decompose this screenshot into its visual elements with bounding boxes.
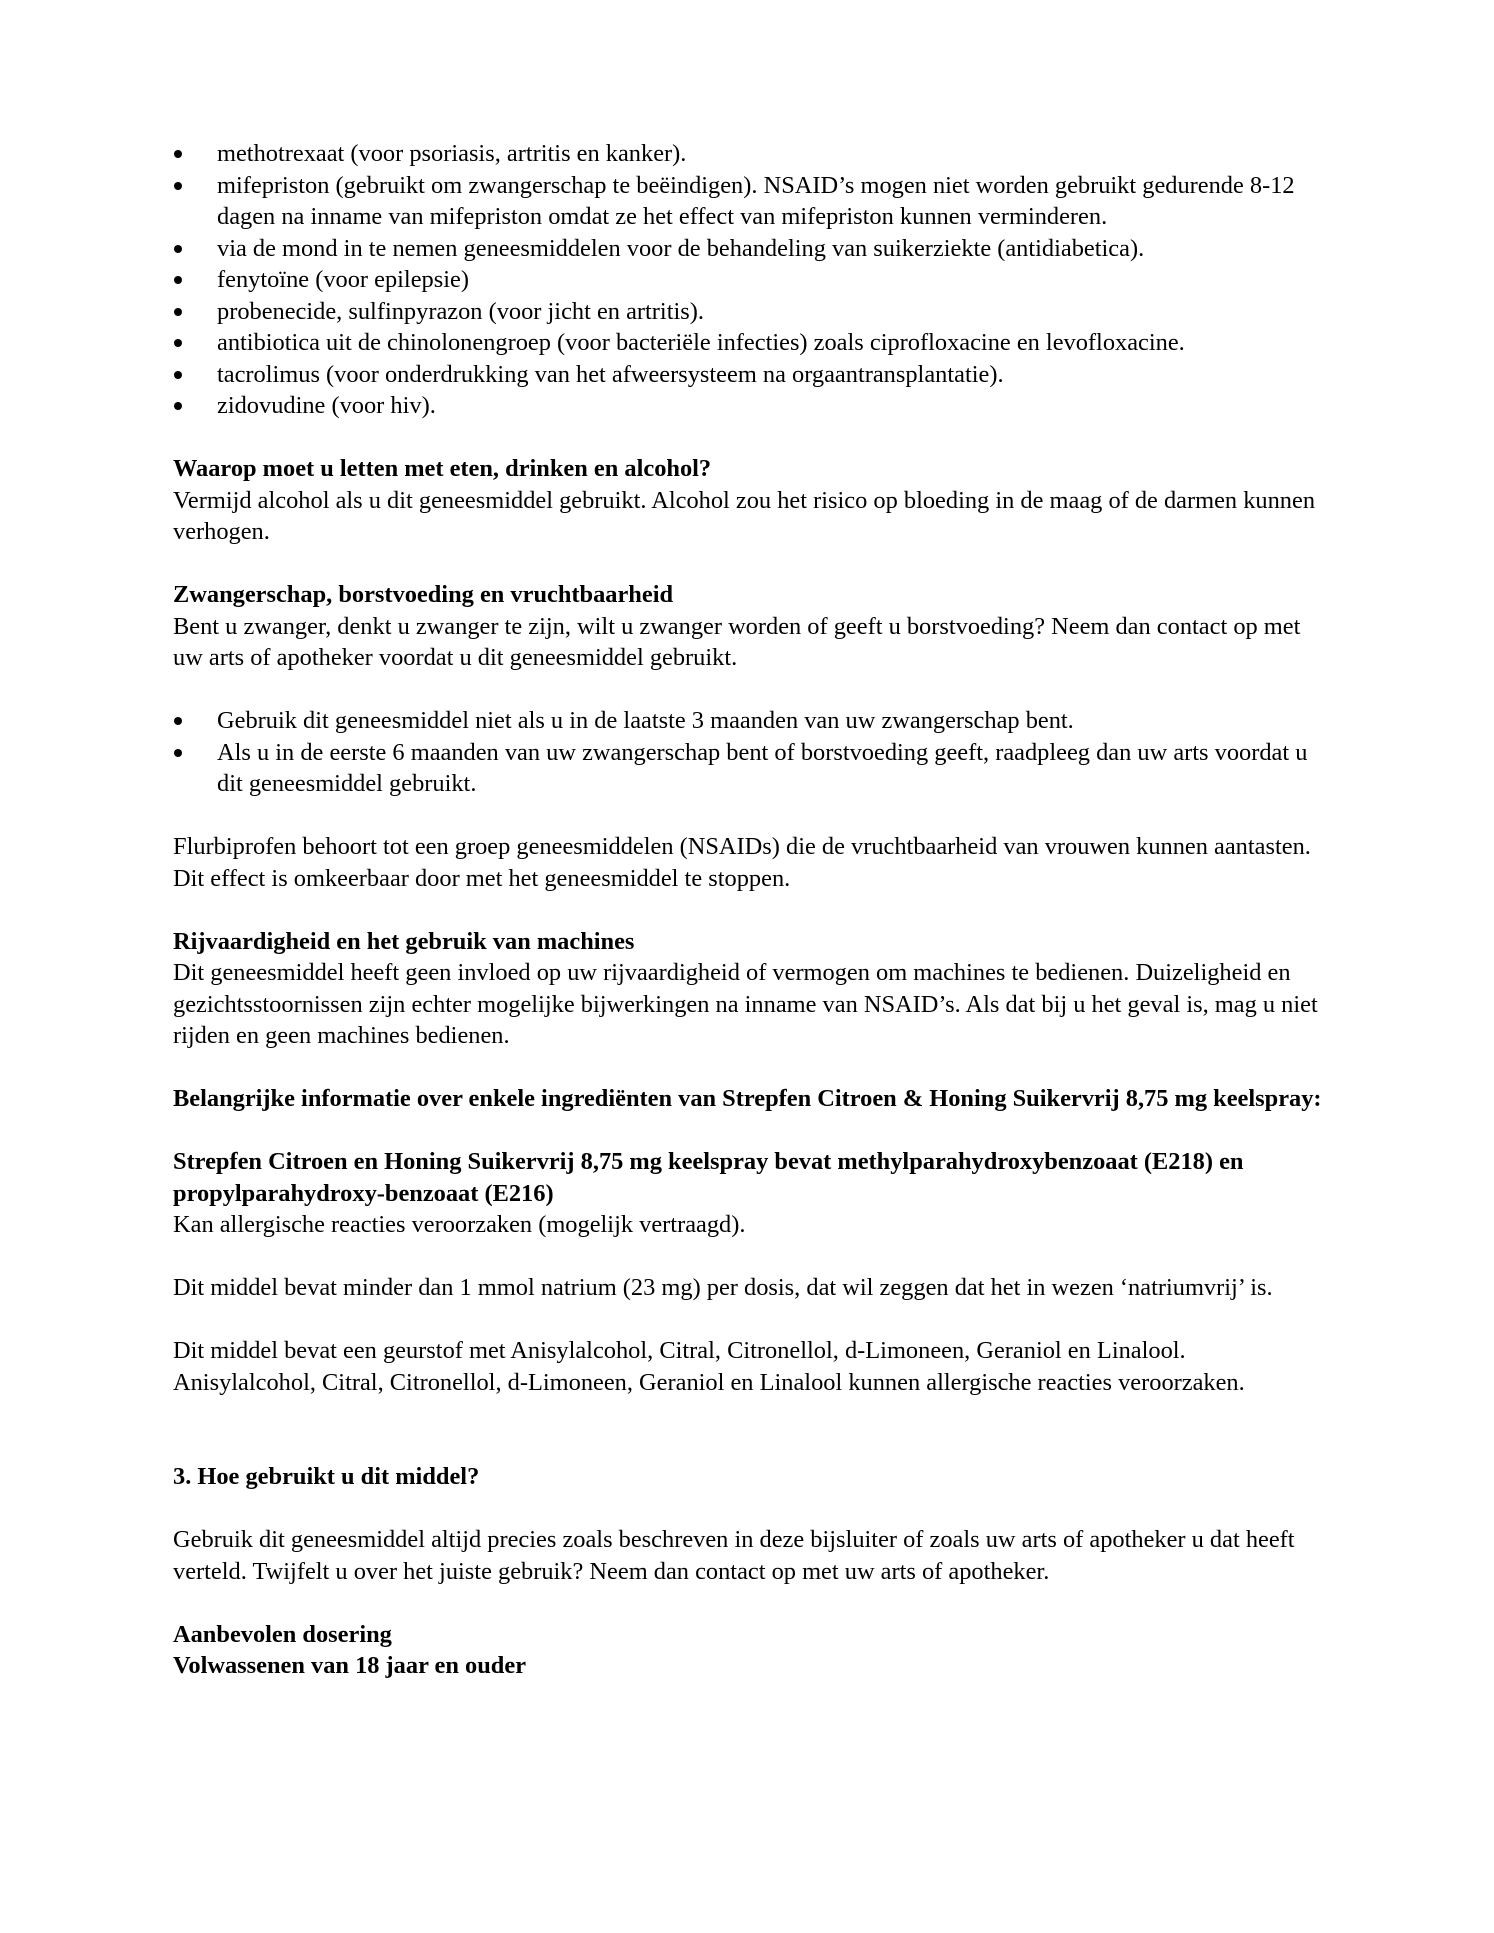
bullet-icon <box>174 749 182 757</box>
driving-heading: Rijvaardigheid en het gebruik van machines <box>173 927 635 955</box>
food-text: Vermijd alcohol als u dit geneesmiddel gebruikt. Alcohol zou het risico op bloeding in de maag of de darmen kunnen verhogen. <box>173 486 1316 545</box>
bullet-icon <box>174 245 182 253</box>
bullet-icon <box>174 402 182 410</box>
section-3-text: Gebruik dit geneesmiddel altijd precies zoals beschreven in deze bijsluiter of zoals uw arts of apotheker u dat heeft verteld. Twijfelt u over het juiste gebruik? Neem dan contact op met uw arts of apotheker. <box>173 1526 1295 1585</box>
list-item: probenecide, sulfinpyrazon (voor jicht en artritis). <box>173 296 1333 328</box>
leaflet-page <box>173 138 1333 1682</box>
sodium-text: Dit middel bevat minder dan 1 mmol natrium (23 mg) per dosis, dat wil zeggen dat het in wezen ‘natriumvrij’ is. <box>173 1274 1273 1301</box>
list-item: mifepriston (gebruikt om zwangerschap te beëindigen). NSAID’s mogen niet worden gebruikt gedurende 8-12 dagen na inname van mifepriston omdat ze het effect van mifepriston kunnen verminderen. <box>173 170 1333 233</box>
list-item: Gebruik dit geneesmiddel niet als u in de laatste 3 maanden van uw zwangerschap bent. <box>173 705 1333 737</box>
interactions-list <box>173 138 1333 422</box>
list-item: via de mond in te nemen geneesmiddelen voor de behandeling van suikerziekte (antidiabetica). <box>173 233 1333 265</box>
bullet-icon <box>174 150 182 158</box>
bullet-icon <box>174 182 182 190</box>
dosage-heading: Aanbevolen dosering <box>173 1620 392 1648</box>
bullet-icon <box>174 339 182 347</box>
pregnancy-heading: Zwangerschap, borstvoeding en vruchtbaarheid <box>173 581 674 608</box>
list-item: fenytoïne (voor epilepsie) <box>173 264 1333 296</box>
fragrance-text: Dit middel bevat een geurstof met Anisylalcohol, Citral, Citronellol, d-Limoneen, Geraniol en Linalool. Anisylalcohol, Citral, Citronellol, d-Limoneen, Geraniol en Linalool kunnen allergische reacties veroorzaken. <box>173 1337 1245 1396</box>
list-item: zidovudine (voor hiv). <box>173 390 1333 422</box>
preservatives-heading: Strepfen Citroen en Honing Suikervrij 8,75 mg keelspray bevat methylparahydroxybenzoaat (E218) en propylparahydroxy-benzoaat (E216) <box>173 1148 1244 1207</box>
driving-text: Dit geneesmiddel heeft geen invloed op uw rijvaardigheid of vermogen om machines te bedienen. Duizeligheid en gezichtsstoornissen zijn echter mogelijke bijwerkingen na inname van NSAID’s. Als dat bij u het geval is, mag u niet rijden en geen machines bedienen. <box>173 959 1318 1049</box>
list-item: methotrexaat (voor psoriasis, artritis en kanker). <box>173 138 1333 170</box>
bullet-icon <box>174 717 182 725</box>
allergy-text: Kan allergische reacties veroorzaken (mogelijk vertraagd). <box>173 1211 746 1238</box>
ingredients-heading: Belangrijke informatie over enkele ingrediënten van Strepfen Citroen & Honing Suikervrij 8,75 mg keelspray: <box>173 1085 1322 1112</box>
fertility-text: Flurbiprofen behoort tot een groep geneesmiddelen (NSAIDs) die de vruchtbaarheid van vrouwen kunnen aantasten. Dit effect is omkeerbaar door met het geneesmiddel te stoppen. <box>173 833 1311 892</box>
section-3-heading: 3. Hoe gebruikt u dit middel? <box>173 1463 480 1490</box>
bullet-icon <box>174 276 182 284</box>
pregnancy-text: Bent u zwanger, denkt u zwanger te zijn, wilt u zwanger worden of geeft u borstvoeding? Neem dan contact op met uw arts of apotheker voordat u dit geneesmiddel gebruikt. <box>173 612 1301 671</box>
food-heading: Waarop moet u letten met eten, drinken en alcohol? <box>173 455 712 482</box>
pregnancy-list <box>173 705 1333 800</box>
list-item: Als u in de eerste 6 maanden van uw zwangerschap bent of borstvoeding geeft, raadpleeg dan uw arts voordat u dit geneesmiddel gebruikt. <box>173 737 1333 800</box>
bullet-icon <box>174 371 182 379</box>
list-item: tacrolimus (voor onderdrukking van het afweersysteem na orgaantransplantatie). <box>173 359 1333 391</box>
bullet-icon <box>174 308 182 316</box>
adults-heading: Volwassenen van 18 jaar en ouder <box>173 1652 527 1679</box>
list-item: antibiotica uit de chinolonengroep (voor bacteriële infecties) zoals ciprofloxacine en levofloxacine. <box>173 327 1333 359</box>
